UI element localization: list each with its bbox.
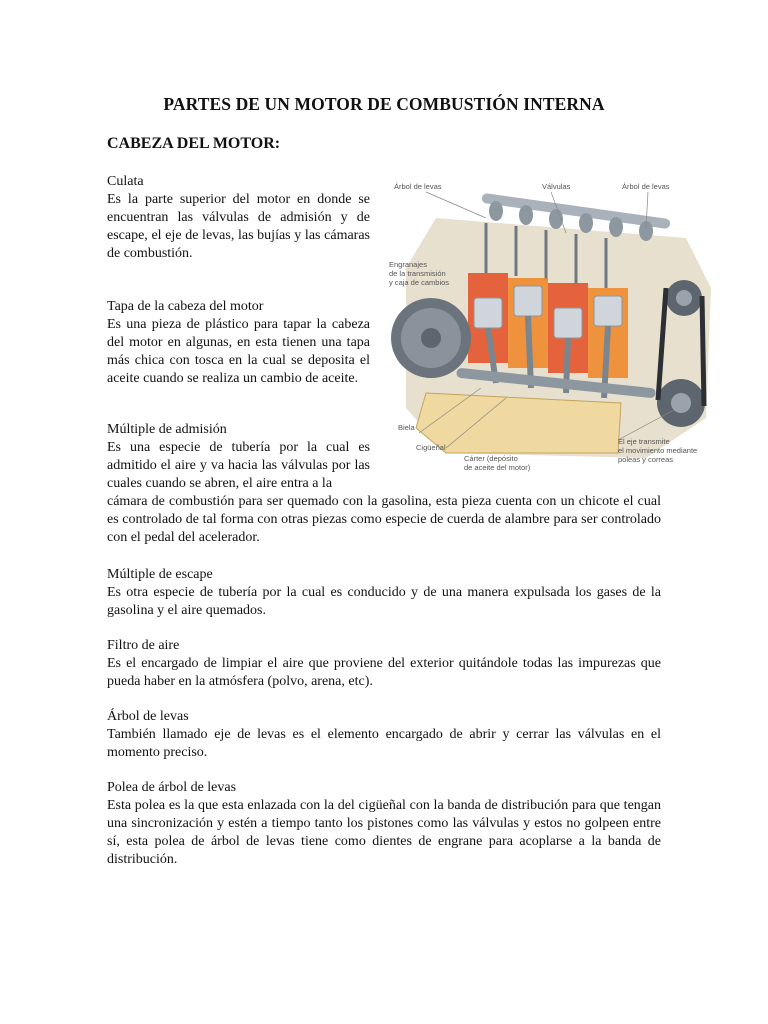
- page-title: PARTES DE UN MOTOR DE COMBUSTIÓN INTERNA: [163, 94, 605, 114]
- escape-label: Múltiple de escape: [107, 567, 213, 582]
- label-arbol-levas-2: Árbol de levas: [622, 182, 670, 191]
- admision-continued: [107, 493, 661, 547]
- admision-label: Múltiple de admisión: [107, 422, 227, 437]
- escape-section: [107, 566, 661, 620]
- arbol-text: También llamado eje de levas es el elemento encargado de abrir y cerrar las válvulas en el momento preciso.: [107, 727, 661, 760]
- label-eje-3: poleas y correas: [618, 455, 674, 464]
- polea-text: Esta polea es la que esta enlazada con la del cigüeñal con la banda de distribución para que tengan una sincronización y estén a tiempo tanto los pistones como las válvulas y estos no golpeen entre sí, esta polea de árbol de levas tiene como dientes de engrane para acoplarse a la banda de distribución.: [107, 798, 661, 867]
- label-carter-1: Cárter (depósito: [464, 454, 518, 463]
- engine-diagram: [386, 178, 716, 478]
- culata-label: Culata: [107, 174, 144, 189]
- filtro-section: [107, 637, 661, 691]
- filtro-label: Filtro de aire: [107, 638, 180, 653]
- culata-text: Es la parte superior del motor en donde se encuentran las válvulas de admisión y de escape, el eje de levas, las bujías y las cámaras de combustión.: [107, 192, 370, 261]
- label-biela: Biela: [398, 423, 415, 432]
- polea-label: Polea de árbol de levas: [107, 780, 237, 795]
- label-eje-2: el movimiento mediante: [618, 446, 698, 455]
- filtro-text: Es el encargado de limpiar el aire que proviene del exterior quitándole todas las impurezas que pueda haber en la atmósfera (polvo, arena, etc).: [107, 656, 661, 689]
- label-carter-2: de aceite del motor): [464, 463, 531, 472]
- label-arbol-levas-1: Árbol de levas: [394, 182, 442, 191]
- admision-text-2: cámara de combustión para ser quemado con la gasolina, esta pieza cuenta con un chicote el cual es controlado de tal forma con otras piezas como especie de cuerda de alambre para ser controlado con el pedal del acelerador.: [107, 494, 661, 545]
- label-engranajes-1: Engranajes: [389, 260, 427, 269]
- tapa-section: [107, 298, 370, 388]
- section-heading: CABEZA DEL MOTOR:: [107, 135, 281, 152]
- admision-section: [107, 421, 370, 493]
- label-eje-1: El eje transmite: [618, 437, 670, 446]
- label-valvulas: Válvulas: [542, 182, 571, 191]
- admision-text-1: Es una especie de tubería por la cual es admitido el aire y va hacia las válvulas por las cuales cuando se abren, el aire entra a la: [107, 440, 370, 491]
- arbol-label: Árbol de levas: [107, 709, 189, 724]
- label-engranajes-3: y caja de cambios: [389, 278, 450, 287]
- culata-section: [107, 173, 370, 263]
- oil-pan: [416, 393, 621, 453]
- label-ciguenal: Cigüeñal: [416, 443, 446, 452]
- tapa-label: Tapa de la cabeza del motor: [107, 299, 264, 314]
- escape-text: Es otra especie de tubería por la cual es conducido y de una manera expulsada los gases de la gasolina y el aire quemados.: [107, 585, 661, 618]
- polea-section: [107, 779, 661, 869]
- arbol-section: [107, 708, 661, 762]
- tapa-text: Es una pieza de plástico para tapar la cabeza del motor en algunas, en esta tienen una tapa más chica con tosca en la cual se deposita el aceite cuando se realiza un cambio de aceite.: [107, 317, 370, 386]
- label-engranajes-2: de la transmisión: [389, 269, 446, 278]
- engine-illustration: [386, 178, 716, 478]
